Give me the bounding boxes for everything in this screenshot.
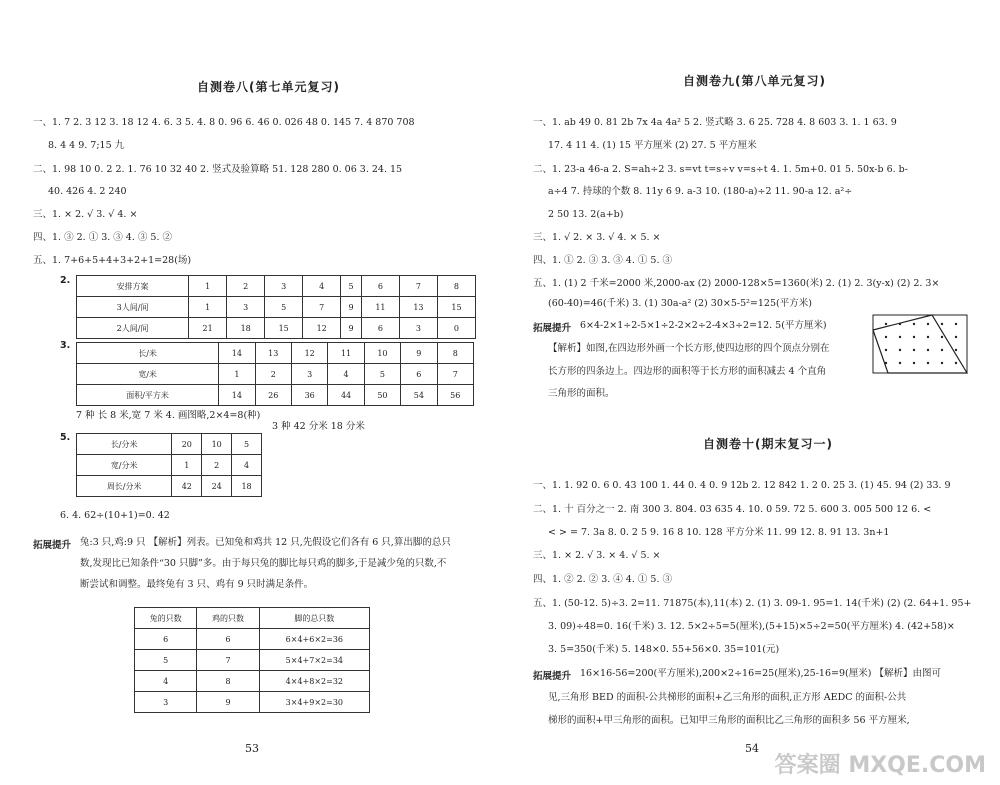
extension-label: 拓展提升 xyxy=(533,323,572,334)
table-cell: 11 xyxy=(361,297,399,318)
watermark-text: 答案圈 MXQE.COM xyxy=(774,753,986,778)
table-cell: 1 xyxy=(189,297,227,318)
answer-line-6: 三、1. √ 2. × 3. √ 4. × 5. × xyxy=(533,232,661,243)
grid-dot xyxy=(913,349,915,351)
question-5-label: 5. xyxy=(60,432,71,443)
table-cell: 面积/平方米 xyxy=(77,385,219,406)
table-cell: 2人间/间 xyxy=(77,318,189,339)
answer-line-3: 二、1. 98 10 0. 2 2. 1. 76 10 32 40 2. 竖式及验算略 51. 128 280 0. 06 3. 24. 15 xyxy=(33,164,403,175)
table-row xyxy=(135,629,370,650)
grid-dot xyxy=(885,349,887,351)
extension-line-3: 长方形的四条边上。四边形的面积等于长方形的面积减去 4 个直角 xyxy=(548,366,827,377)
table-row xyxy=(77,455,262,476)
table-cell: 10 xyxy=(202,434,232,455)
table-cell: 36 xyxy=(291,385,327,406)
grid-dots xyxy=(885,323,957,364)
answer-after-table2-right: 3 种 42 分米 18 分米 xyxy=(272,421,365,432)
table-cell: 3人间/间 xyxy=(77,297,189,318)
question-3-label: 3. xyxy=(60,340,71,351)
arrangement-table xyxy=(76,275,476,339)
grid-dot xyxy=(885,323,887,325)
table-cell: 6 xyxy=(361,276,399,297)
table-cell: 26 xyxy=(255,385,291,406)
perimeter-table xyxy=(76,433,262,497)
right-page xyxy=(500,0,1000,785)
grid-dot xyxy=(927,336,929,338)
dot-grid-quadrilateral-figure xyxy=(870,312,970,376)
extension2-line-3: 梯形的面积+甲三角形的面积。已知甲三角形的面积比乙三角形的面积多 56 平方厘米, xyxy=(548,715,910,726)
extension2-label: 拓展提升 xyxy=(533,671,572,682)
answer-line-1: 一、1. ab 49 0. 81 2b 7x 4a 4a² 5 2. 竖式略 3. 6 25. 728 4. 8 603 3. 1. 1 63. 9 xyxy=(533,117,897,128)
table-cell: 5 xyxy=(341,276,362,297)
table-cell: 8 xyxy=(197,671,259,692)
table-cell: 8 xyxy=(437,276,475,297)
grid-dot xyxy=(885,362,887,364)
table-cell: 12 xyxy=(303,318,341,339)
table-cell: 6×4+6×2=36 xyxy=(259,629,369,650)
table-row xyxy=(77,297,476,318)
grid-dot xyxy=(941,349,943,351)
grid-dot xyxy=(941,323,943,325)
question-6-answer: 6. 4. 62÷(10+1)=0. 42 xyxy=(60,510,170,521)
table-cell: 2 xyxy=(227,276,265,297)
table-cell: 5 xyxy=(135,650,197,671)
table-cell: 5 xyxy=(232,434,262,455)
table-cell: 9 xyxy=(341,297,362,318)
grid-dot xyxy=(899,323,901,325)
answer-line-9: (60-40)=46(千米) 3. (1) 30a-a² (2) 30×5-5²=125(平方米) xyxy=(548,298,812,309)
table-cell: 6 xyxy=(361,318,399,339)
section-title-2: 自测卷十(期末复习一) xyxy=(703,437,833,451)
table-cell: 7 xyxy=(197,650,259,671)
answer2-line-4: 三、1. × 2. √ 3. × 4. √ 5. × xyxy=(533,550,661,561)
table-cell: 长/分米 xyxy=(77,434,172,455)
table-cell: 20 xyxy=(172,434,202,455)
answer-line-2: 8. 4 4 9. 7;15 九 xyxy=(48,140,125,151)
answer-line-6: 四、1. ③ 2. ① 3. ③ 4. ③ 5. ② xyxy=(33,232,172,243)
grid-dot xyxy=(899,349,901,351)
table-cell: 56 xyxy=(437,385,473,406)
extension-line-1: 兔:3 只,鸡:9 只 【解析】列表。已知兔和鸡共 12 只,先假设它们各有 6 只,算出脚的总只 xyxy=(80,537,451,548)
table-cell: 安排方案 xyxy=(77,276,189,297)
table-cell: 3 xyxy=(227,297,265,318)
answer-line-3: 二、1. 23-a 46-a 2. S=ah÷2 3. s=vt t=s÷v v=s÷t 4. 1. 5m+0. 01 5. 50x-b 6. b- xyxy=(533,164,908,175)
answer2-line-5: 四、1. ② 2. ② 3. ④ 4. ① 5. ③ xyxy=(533,574,672,585)
grid-dot xyxy=(955,336,957,338)
table-cell: 4 xyxy=(328,364,364,385)
extension2-line-1: 16×16-56=200(平方厘米),200×2÷16=25(厘米),25-16=9(厘米) 【解析】由图可 xyxy=(580,668,941,679)
table-cell: 鸡的只数 xyxy=(197,608,259,629)
extension-line-2: 数,发现比已知条件“30 只脚”多。由于每只兔的脚比每只鸡的脚多,于是减少兔的只数,不 xyxy=(80,558,447,569)
table-cell: 21 xyxy=(189,318,227,339)
grid-dot xyxy=(927,323,929,325)
table-cell: 6 xyxy=(197,629,259,650)
table-cell: 4 xyxy=(232,455,262,476)
table-row xyxy=(135,692,370,713)
grid-dot xyxy=(913,362,915,364)
table-cell: 脚的总只数 xyxy=(259,608,369,629)
table-row xyxy=(77,385,474,406)
answer2-line-6: 五、1. (50-12. 5)÷3. 2=11. 71875(本),11(本) 2. (1) 3. 09-1. 95=1. 14(千米) (2) (2. 64+1. 95+ xyxy=(533,598,972,609)
table-cell: 3 xyxy=(265,276,303,297)
question-2-label: 2. xyxy=(60,275,71,286)
table-row xyxy=(77,343,474,364)
extension-line-2: 【解析】如图,在四边形外画一个长方形,使四边形的四个顶点分别在 xyxy=(548,343,830,354)
table-cell: 5 xyxy=(265,297,303,318)
table-cell: 15 xyxy=(265,318,303,339)
table-cell: 12 xyxy=(291,343,327,364)
answer-after-table2: 7 种 长 8 米,宽 7 米 4. 画图略,2×4=8(种) xyxy=(76,410,261,421)
answer-line-4: 40. 426 4. 2 240 xyxy=(48,186,127,197)
table-row xyxy=(77,476,262,497)
rectangle-table xyxy=(76,342,474,406)
answer2-line-2: 二、1. 十 百分之一 2. 南 300 3. 804. 03 635 4. 10. 0 59. 72 5. 600 3. 005 500 12 6. < xyxy=(533,504,932,515)
table-cell: 4×4+8×2=32 xyxy=(259,671,369,692)
answer-line-5: 2 50 13. 2(a+b) xyxy=(548,209,624,220)
answer2-line-7: 3. 09)÷48=0. 16(千米) 3. 12. 5×2÷5=5(厘米),(5+15)×5÷2=50(平方厘米) 4. (42+58)× xyxy=(548,621,955,632)
extension-line-1: 6×4-2×1÷2-5×1÷2-2×2÷2-4×3÷2=12. 5(平方厘米) xyxy=(580,320,827,331)
table-row xyxy=(77,276,476,297)
table-cell: 6 xyxy=(401,364,437,385)
table-cell: 44 xyxy=(328,385,364,406)
table-cell: 3 xyxy=(135,692,197,713)
table-cell: 3×4+9×2=30 xyxy=(259,692,369,713)
grid-dot xyxy=(941,362,943,364)
table-cell: 13 xyxy=(399,297,437,318)
table-cell: 周长/分米 xyxy=(77,476,172,497)
answer-line-8: 五、1. (1) 2 千米=2000 米,2000-ax (2) 2000-128×5=1360(米) 2. (1) 2. 3(y-x) (2) 2. 3× xyxy=(533,278,940,289)
page-number: 53 xyxy=(245,742,259,755)
table-cell: 7 xyxy=(437,364,473,385)
table-cell: 4 xyxy=(303,276,341,297)
rabbit-chicken-table-body xyxy=(135,608,370,713)
table-cell: 5 xyxy=(364,364,400,385)
table-cell: 宽/分米 xyxy=(77,455,172,476)
grid-dot xyxy=(899,362,901,364)
extension2-line-2: 见,三角形 BED 的面积-公共梯形的面积+乙三角形的面积,正方形 AEDC 的面积-公共 xyxy=(548,692,907,703)
table-cell: 6 xyxy=(135,629,197,650)
answer-line-2: 17. 4 11 4. (1) 15 平方厘米 (2) 27. 5 平方厘米 xyxy=(548,140,757,151)
grid-dot xyxy=(899,336,901,338)
table-cell: 50 xyxy=(364,385,400,406)
grid-dot xyxy=(913,336,915,338)
table-row xyxy=(135,650,370,671)
table-cell: 11 xyxy=(328,343,364,364)
arrangement-table-body xyxy=(77,276,476,339)
table-cell: 4 xyxy=(135,671,197,692)
table-cell: 8 xyxy=(437,343,473,364)
page-title: 自测卷八(第七单元复习) xyxy=(197,80,340,94)
table-cell: 18 xyxy=(227,318,265,339)
extension-label: 拓展提升 xyxy=(33,540,72,551)
table-cell: 1 xyxy=(189,276,227,297)
grid-dot xyxy=(941,336,943,338)
table-cell: 0 xyxy=(437,318,475,339)
table-cell: 9 xyxy=(401,343,437,364)
table-cell: 2 xyxy=(255,364,291,385)
grid-dot xyxy=(927,349,929,351)
grid-dot xyxy=(913,323,915,325)
table-cell: 1 xyxy=(172,455,202,476)
rabbit-chicken-table xyxy=(134,607,370,713)
table-row xyxy=(135,671,370,692)
table-cell: 宽/米 xyxy=(77,364,219,385)
rectangle-table-body xyxy=(77,343,474,406)
table-cell: 14 xyxy=(219,385,255,406)
grid-dot xyxy=(955,362,957,364)
table-row xyxy=(77,434,262,455)
table-cell: 长/米 xyxy=(77,343,219,364)
answer2-line-3: < > = 7. 3a 8. 0. 2 5 9. 16 8 10. 128 平方分米 11. 99 12. 8. 91 13. 3n+1 xyxy=(548,527,890,538)
table-cell: 42 xyxy=(172,476,202,497)
answer-line-7: 五、1. 7+6+5+4+3+2+1=28(场) xyxy=(33,255,192,266)
answer-line-4: a÷4 7. 持球的个数 8. 11y 6 9. a-3 10. (180-a)÷2 11. 90-a 12. a²÷ xyxy=(548,186,853,197)
table-cell: 9 xyxy=(197,692,259,713)
table-cell: 15 xyxy=(437,297,475,318)
watermark-logo xyxy=(775,748,986,779)
table-cell: 24 xyxy=(202,476,232,497)
table-cell: 18 xyxy=(232,476,262,497)
table-cell: 1 xyxy=(219,364,255,385)
answer2-line-1: 一、1. 1. 92 0. 6 0. 43 100 1. 44 0. 4 0. 9 12b 2. 12 842 1. 2 0. 25 3. (1) 45. 94 (2) 33. 9 xyxy=(533,480,951,491)
grid-dot xyxy=(885,336,887,338)
extension-line-3: 断尝试和调整。最终兔有 3 只、鸡有 9 只时满足条件。 xyxy=(80,579,314,590)
grid-dot xyxy=(927,362,929,364)
table-cell: 14 xyxy=(219,343,255,364)
grid-dot xyxy=(955,349,957,351)
table-cell: 7 xyxy=(399,276,437,297)
answer-line-7: 四、1. ① 2. ③ 3. ③ 4. ① 5. ③ xyxy=(533,255,672,266)
page-title: 自测卷九(第八单元复习) xyxy=(683,74,826,88)
table-cell: 9 xyxy=(341,318,362,339)
table-cell: 3 xyxy=(291,364,327,385)
table-row xyxy=(77,318,476,339)
table-row xyxy=(77,364,474,385)
table-cell: 54 xyxy=(401,385,437,406)
grid-dot xyxy=(955,323,957,325)
table-cell: 7 xyxy=(303,297,341,318)
table-cell: 5×4+7×2=34 xyxy=(259,650,369,671)
table-cell: 13 xyxy=(255,343,291,364)
table-row xyxy=(135,608,370,629)
table-cell: 3 xyxy=(399,318,437,339)
perimeter-table-body xyxy=(77,434,262,497)
table-cell: 10 xyxy=(364,343,400,364)
page-number: 54 xyxy=(745,742,759,755)
answer2-line-8: 3. 5=350(千米) 5. 148×0. 55+56×0. 35=101(元) xyxy=(548,644,780,655)
table-cell: 兔的只数 xyxy=(135,608,197,629)
extension-line-4: 三角形的面积。 xyxy=(548,388,615,399)
answer-line-5: 三、1. × 2. √ 3. √ 4. × xyxy=(33,209,138,220)
answer-line-1: 一、1. 7 2. 3 12 3. 18 12 4. 6. 3 5. 4. 8 0. 96 6. 46 0. 026 48 0. 145 7. 4 870 708 xyxy=(33,117,415,128)
table-cell: 2 xyxy=(202,455,232,476)
